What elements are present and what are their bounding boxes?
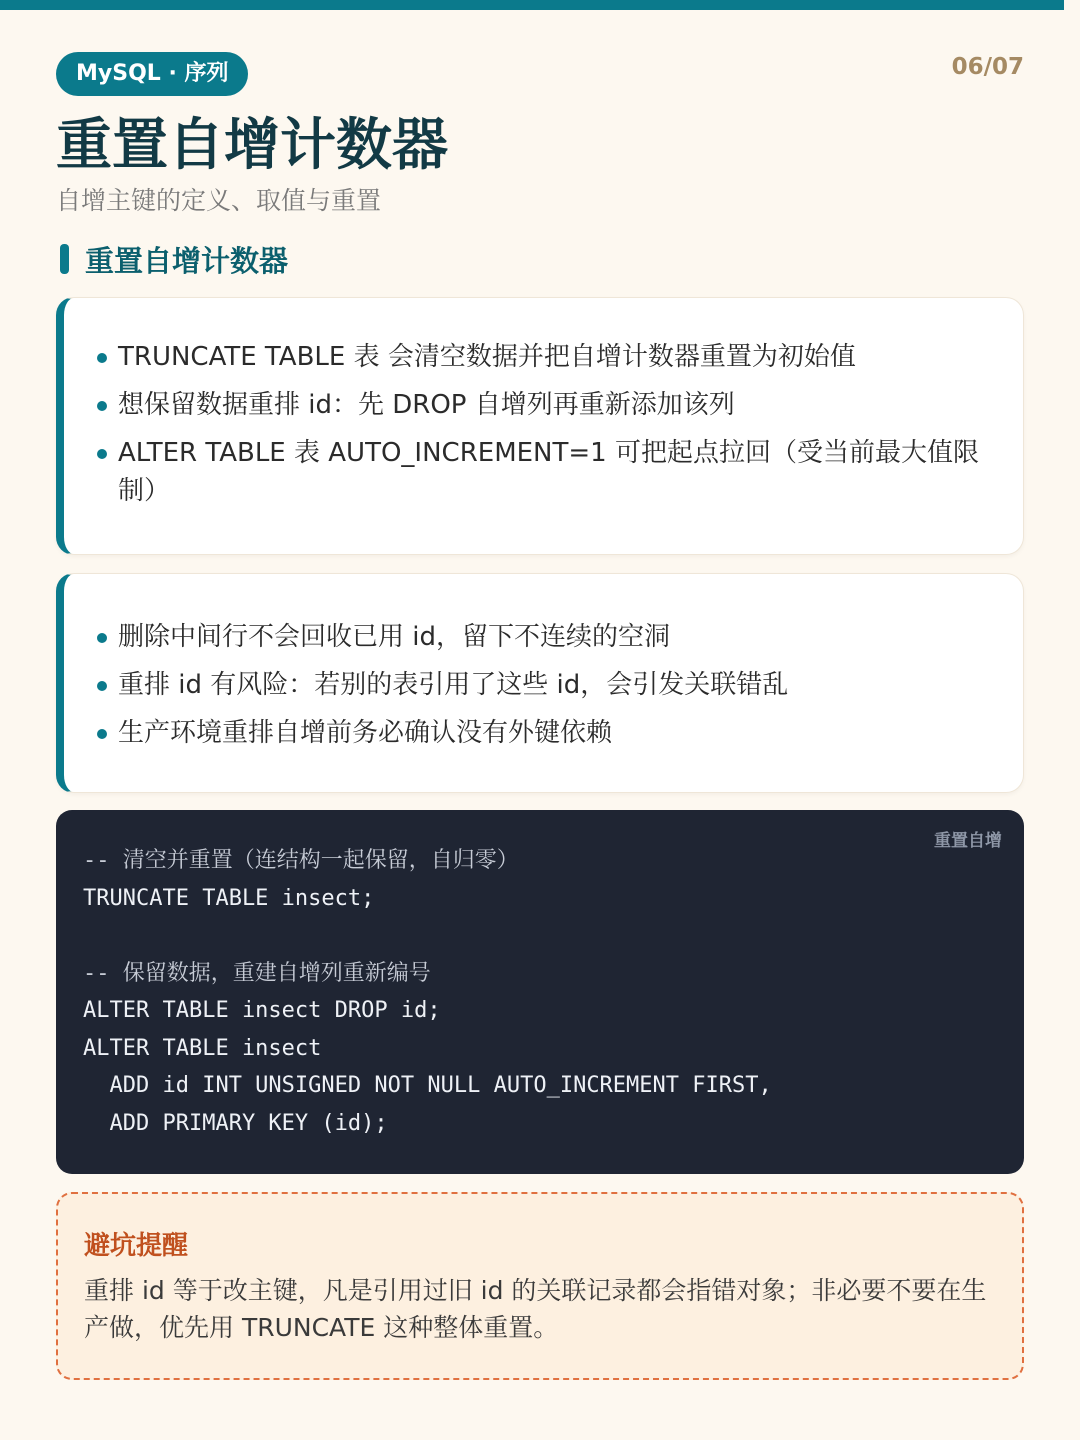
list-item: 重排 id 有风险：若别的表引用了这些 id，会引发关联错乱: [64, 666, 1023, 704]
warning-text: 重排 id 等于改主键，凡是引用过旧 id 的关联记录都会指错对象；非必要不要在生产做，优先用 TRUNCATE 这种整体重置。: [84, 1276, 987, 1342]
code-line: -- 清空并重置（连结构一起保留，自归零）: [83, 848, 519, 873]
page-title: 重置自增计数器: [56, 113, 448, 178]
list-item: TRUNCATE TABLE 表 会清空数据并把自增计数器重置为初始值: [64, 338, 1023, 376]
warning-box: [56, 1192, 1024, 1380]
code-block-card: [56, 810, 1024, 1174]
code-line: TRUNCATE TABLE insect;: [83, 885, 375, 911]
info-card-risks: [56, 573, 1024, 793]
bullet-list: [64, 338, 1023, 510]
top-accent-bar: [0, 0, 1064, 10]
code-line: ADD PRIMARY KEY (id);: [83, 1110, 388, 1136]
info-card-reset-methods: [56, 297, 1024, 555]
section-accent-bar: [60, 244, 69, 274]
section-heading-label: 重置自增计数器: [85, 243, 289, 278]
code-line: ALTER TABLE insect DROP id;: [83, 998, 441, 1023]
code-line: [83, 917, 772, 955]
code-line: ADD id INT UNSIGNED NOT NULL AUTO_INCREMENT FIRST,: [83, 1073, 772, 1098]
page-number: 06/07: [951, 54, 1024, 80]
code-label: 重置自增: [934, 831, 1002, 851]
list-item: 删除中间行不会回收已用 id，留下不连续的空洞: [64, 618, 1023, 656]
list-item: 生产环境重排自增前务必确认没有外键依赖: [64, 714, 1023, 752]
list-item: ALTER TABLE 表 AUTO_INCREMENT=1 可把起点拉回（受当前最大值限制）: [64, 434, 1023, 510]
code-line: -- 保留数据，重建自增列重新编号: [83, 960, 431, 986]
bullet-list: [64, 618, 1023, 752]
section-heading: [60, 238, 288, 280]
warning-title: 避坑提醒: [84, 1231, 189, 1261]
category-tag: MySQL · 序列: [56, 52, 248, 96]
page-subtitle: 自增主键的定义、取值与重置: [56, 186, 382, 215]
code-line: ALTER TABLE insect: [83, 1035, 322, 1061]
code-block: [83, 842, 772, 1142]
list-item: 想保留数据重排 id：先 DROP 自增列再重新添加该列: [64, 386, 1023, 424]
